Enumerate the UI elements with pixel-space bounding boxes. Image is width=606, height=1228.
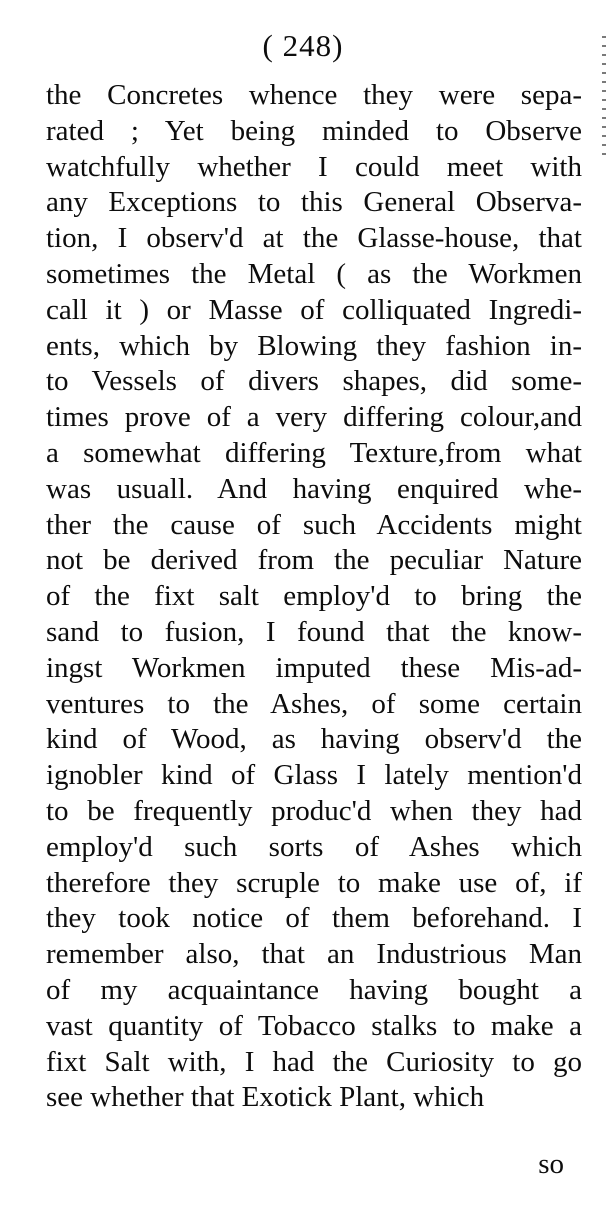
text-line: to Vessels of divers shapes, did some- xyxy=(46,365,582,398)
text-line: sometimes the Metal ( as the Workmen xyxy=(46,257,582,290)
text-line: tion, I observ'd at the Glasse-house, that xyxy=(46,222,582,255)
body-text xyxy=(46,78,582,1116)
text-line: to be frequently produc'd when they had xyxy=(46,794,582,827)
text-line: remember also, that an Industrious Man xyxy=(46,938,582,971)
text-line: not be derived from the peculiar Nature xyxy=(46,544,582,577)
text-line: any Exceptions to this General Observa- xyxy=(46,186,582,219)
text-line: watchfully whether I could meet with xyxy=(46,150,582,183)
text-line: times prove of a very differing colour,and xyxy=(46,401,582,434)
page-number: ( 248) xyxy=(262,28,344,63)
text-line: ents, which by Blowing they fashion in- xyxy=(46,329,582,362)
text-line: a somewhat differing Texture,from what xyxy=(46,436,582,469)
text-line: kind of Wood, as having observ'd the xyxy=(46,723,582,756)
text-line: therefore they scruple to make use of, if xyxy=(46,866,582,899)
page-edge-shadow xyxy=(602,36,606,156)
catchword: so xyxy=(538,1148,564,1180)
text-line: the Concretes whence they were sepa- xyxy=(46,79,582,111)
text-line: vast quantity of Tobacco stalks to make a xyxy=(46,1009,582,1042)
text-line: ignobler kind of Glass I lately mention'd xyxy=(46,759,582,792)
text-line: employ'd such sorts of Ashes which xyxy=(46,830,582,863)
text-line: call it ) or Masse of colliquated Ingredi- xyxy=(46,293,582,326)
text-line: was usuall. And having enquired whe- xyxy=(46,472,582,505)
text-line: see whether that Exotick Plant, which xyxy=(46,1081,485,1114)
text-line: ingst Workmen imputed these Mis-ad- xyxy=(46,651,582,684)
text-line: fixt Salt with, I had the Curiosity to go xyxy=(46,1045,582,1078)
text-line: of the fixt salt employ'd to bring the xyxy=(46,580,582,613)
text-line: ther the cause of such Accidents might xyxy=(46,508,582,541)
text-line: of my acquaintance having bought a xyxy=(46,973,582,1006)
text-line: rated ; Yet being minded to Observe xyxy=(46,114,582,147)
text-line: they took notice of them beforehand. I xyxy=(46,902,582,935)
text-line: sand to fusion, I found that the know- xyxy=(46,615,582,648)
text-line: ventures to the Ashes, of some certain xyxy=(46,687,582,720)
